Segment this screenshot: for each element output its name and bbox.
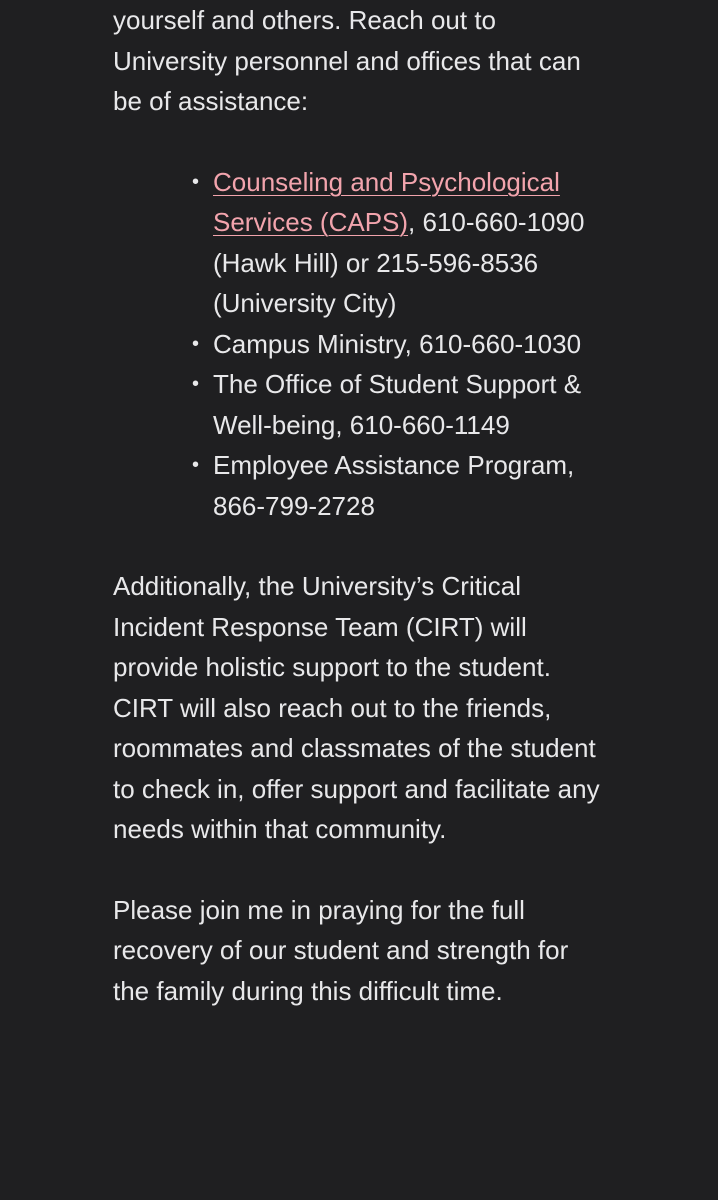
bullet-icon: • xyxy=(192,373,200,395)
list-item-employee-assistance xyxy=(192,445,603,526)
email-body xyxy=(113,0,603,1011)
bullet-icon: • xyxy=(192,332,200,355)
campus-ministry-text: Campus Ministry, 610-660-1030 xyxy=(213,328,582,359)
student-support-text: The Office of Student Support & Well-being, 610-660-1149 xyxy=(213,369,582,440)
cirt-paragraph: Additionally, the University’s Critical Incident Response Team (CIRT) will provide holistic support to the student. CIRT will also reach out to the friends, roommates and classmates of the student to check in, offer support and facilitate any needs within that community. xyxy=(113,571,600,844)
caps-phone-text: , 610-660-1090 (Hawk Hill) or 215-596-8536 (University City) xyxy=(213,207,585,318)
list-item-caps xyxy=(192,162,603,324)
list-item-campus-ministry xyxy=(192,324,603,365)
employee-assistance-text: Employee Assistance Program, 866-799-2728 xyxy=(213,450,575,521)
intro-paragraph: yourself and others. Reach out to University personnel and offices that can be of assistance: xyxy=(113,5,581,116)
bullet-icon: • xyxy=(192,170,200,193)
bullet-icon: • xyxy=(192,454,200,476)
caps-link[interactable]: Counseling and Psychological Services (CAPS) xyxy=(213,166,560,237)
closing-paragraph: Please join me in praying for the full recovery of our student and strength for the family during this difficult time. xyxy=(113,894,569,1006)
list-item-student-support xyxy=(192,364,603,445)
resource-list xyxy=(113,162,603,527)
